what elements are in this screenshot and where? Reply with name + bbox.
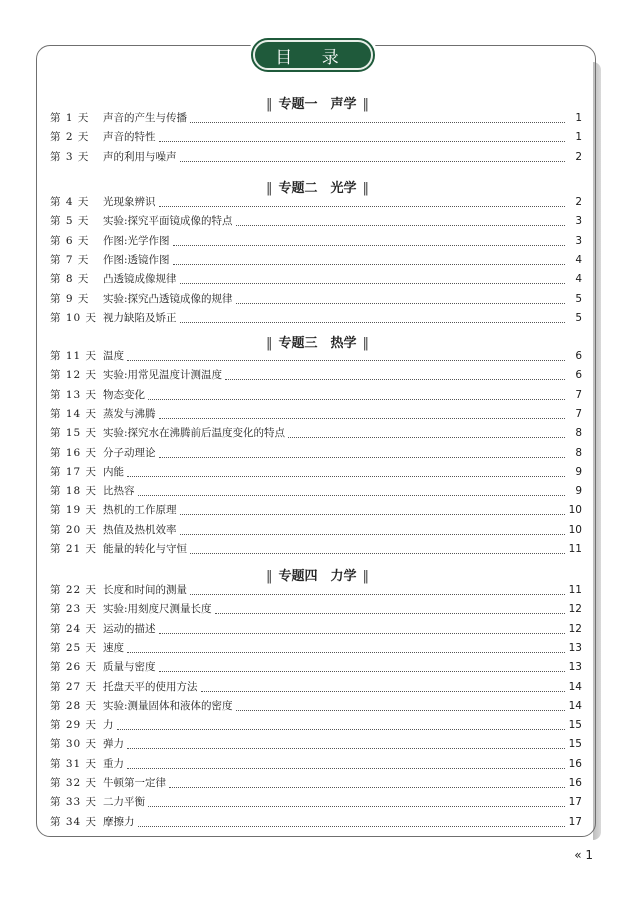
dot-leader	[173, 245, 565, 246]
toc-entry-day: 第 7 天	[50, 253, 90, 266]
toc-entry-page: 4	[575, 253, 582, 266]
toc-entry-day: 第 9 天	[50, 292, 90, 305]
toc-entry-page: 7	[575, 388, 582, 401]
dot-leader	[159, 457, 566, 458]
dot-leader	[159, 141, 566, 142]
toc-entry-title: 能量的转化与守恒	[103, 543, 187, 555]
dot-leader	[127, 652, 565, 653]
toc-entry[interactable]	[50, 270, 582, 289]
toc-entry-day: 第 32 天	[50, 777, 98, 789]
toc-entry-day: 第 23 天	[50, 603, 98, 616]
toc-entry[interactable]	[50, 444, 582, 463]
toc-entry-title: 分子动理论	[103, 446, 156, 459]
dot-leader	[148, 806, 565, 807]
toc-entry-day: 第 22 天	[50, 584, 98, 596]
toc-entry[interactable]	[50, 347, 582, 366]
dot-leader	[236, 710, 565, 711]
toc-entry-day: 第 33 天	[50, 796, 98, 809]
heading-bar-right: ‖	[362, 569, 369, 584]
toc-entry[interactable]	[50, 232, 582, 251]
toc-entry-title: 摩擦力	[103, 815, 135, 828]
toc-entry-page: 9	[575, 485, 582, 498]
dot-leader	[159, 418, 566, 419]
dot-leader	[127, 476, 565, 477]
dot-leader	[127, 360, 565, 361]
toc-entry-title: 声音的产生与传播	[103, 112, 187, 124]
toc-entry-title: 重力	[103, 757, 124, 770]
toc-entry-page: 2	[575, 150, 582, 163]
dot-leader	[180, 514, 566, 515]
toc-entry-day: 第 10 天	[50, 311, 98, 324]
toc-entry[interactable]	[50, 109, 582, 128]
toc-entry[interactable]	[50, 813, 582, 832]
toc-entry-title: 实验:用刻度尺测量长度	[103, 603, 212, 616]
toc-entry-title: 托盘天平的使用方法	[103, 680, 198, 693]
dot-leader	[159, 633, 566, 634]
heading-bar-left: ‖	[265, 336, 273, 351]
toc-entry-day: 第 15 天	[50, 427, 98, 440]
dot-leader	[288, 437, 565, 438]
dot-leader	[169, 787, 565, 788]
page-title: 目 录	[253, 40, 373, 70]
toc-entry-title: 实验:测量固体和液体的密度	[103, 699, 233, 712]
toc-entry[interactable]	[50, 697, 582, 716]
toc-entry[interactable]	[50, 793, 582, 812]
toc-entry-page: 14	[568, 699, 582, 712]
dot-leader	[159, 206, 566, 207]
toc-entry-title: 比热容	[103, 485, 135, 498]
dot-leader	[117, 729, 566, 730]
toc-entry-title: 质量与密度	[103, 661, 156, 674]
dot-leader	[190, 553, 565, 554]
toc-entry-page: 5	[575, 311, 582, 324]
toc-entry[interactable]	[50, 128, 582, 147]
dot-leader	[180, 534, 566, 535]
toc-entry[interactable]	[50, 148, 582, 167]
toc-entry-page: 9	[575, 465, 582, 478]
toc-entry-title: 内能	[103, 465, 124, 478]
dot-leader	[148, 399, 565, 400]
toc-entry-day: 第 20 天	[50, 523, 98, 536]
toc-entry[interactable]	[50, 755, 582, 774]
toc-entry-page: 13	[568, 661, 582, 674]
dot-leader	[138, 826, 566, 827]
toc-entry-day: 第 5 天	[50, 215, 90, 228]
toc-entry-day: 第 34 天	[50, 815, 98, 828]
toc-entry-day: 第 26 天	[50, 661, 98, 674]
toc-entry-day: 第 30 天	[50, 738, 98, 751]
heading-bar-right: ‖	[362, 181, 369, 196]
toc-entry-day: 第 17 天	[50, 465, 98, 478]
toc-entry-page: 10	[568, 523, 582, 536]
toc-entry-page: 10	[568, 504, 582, 517]
toc-entry-title: 声的利用与噪声	[103, 150, 177, 163]
toc-entry[interactable]	[50, 482, 582, 501]
toc-entry-title: 物态变化	[103, 388, 145, 401]
section-heading-text: 专题四 力学	[278, 569, 357, 584]
toc-entry-page: 5	[575, 292, 582, 305]
dot-leader	[236, 225, 565, 226]
toc-entry-page: 12	[568, 622, 582, 635]
toc-entry[interactable]	[50, 620, 582, 639]
title-badge	[248, 36, 378, 74]
toc-entry-day: 第 27 天	[50, 680, 98, 693]
toc-entry-title: 实验:探究水在沸腾前后温度变化的特点	[103, 427, 286, 440]
heading-bar-left: ‖	[265, 181, 273, 196]
toc-entry-page: 6	[575, 369, 582, 382]
toc-entry-page: 3	[575, 215, 582, 228]
dot-leader	[215, 613, 565, 614]
toc-entry-page: 1	[575, 131, 582, 144]
toc-entry-title: 运动的描述	[103, 622, 156, 635]
toc-entry-day: 第 6 天	[50, 234, 90, 247]
toc-entry-day: 第 16 天	[50, 446, 98, 459]
toc-entry-day: 第 18 天	[50, 485, 98, 498]
toc-entry[interactable]	[50, 639, 582, 658]
heading-bar-right: ‖	[362, 336, 369, 351]
toc-entry-day: 第 11 天	[50, 350, 98, 362]
toc-entry[interactable]	[50, 678, 582, 697]
toc-entry[interactable]	[50, 501, 582, 520]
toc-entry-day: 第 8 天	[50, 273, 90, 286]
toc-entry-page: 8	[575, 427, 582, 440]
toc-entry-title: 牛顿第一定律	[103, 777, 166, 789]
toc-entry-day: 第 1 天	[50, 112, 90, 124]
dot-leader	[127, 768, 565, 769]
toc-entry[interactable]	[50, 716, 582, 735]
toc-entry-page: 6	[575, 350, 582, 362]
toc-entry-title: 作图:透镜作图	[103, 253, 170, 266]
toc-entry-page: 11	[568, 543, 582, 555]
section-heading-text: 专题二 光学	[278, 181, 357, 196]
toc-entry-title: 蒸发与沸腾	[103, 407, 156, 420]
dot-leader	[190, 122, 565, 123]
toc-entry[interactable]	[50, 735, 582, 754]
toc-entry-page: 17	[568, 815, 582, 828]
toc-entry-title: 实验:探究凸透镜成像的规律	[103, 292, 233, 305]
heading-bar-right: ‖	[362, 97, 369, 112]
toc-entry[interactable]	[50, 366, 582, 385]
toc-entry-day: 第 31 天	[50, 757, 98, 770]
dot-leader	[180, 322, 566, 323]
toc-entry[interactable]	[50, 193, 582, 212]
toc-entry-day: 第 12 天	[50, 369, 98, 382]
toc-entry-title: 二力平衡	[103, 796, 145, 809]
heading-bar-left: ‖	[265, 97, 273, 112]
toc-entry-page: 11	[568, 584, 582, 596]
toc-entry[interactable]	[50, 212, 582, 231]
dot-leader	[201, 691, 566, 692]
page-number: « 1	[574, 848, 593, 862]
dot-leader	[190, 594, 565, 595]
dot-leader	[180, 161, 566, 162]
toc-entry[interactable]	[50, 386, 582, 405]
toc-entry-page: 3	[575, 234, 582, 247]
toc-entry-title: 实验:用常见温度计测温度	[103, 369, 223, 382]
toc-entry-title: 热值及热机效率	[103, 523, 177, 536]
toc-entry[interactable]	[50, 251, 582, 270]
toc-entry-day: 第 3 天	[50, 150, 90, 163]
toc-entry-page: 7	[575, 407, 582, 420]
toc-entry-day: 第 29 天	[50, 719, 98, 732]
toc-entry-page: 13	[568, 641, 582, 654]
toc-entry-page: 2	[575, 196, 582, 208]
dot-leader	[127, 748, 565, 749]
toc-entry[interactable]	[50, 774, 582, 793]
toc-entry-day: 第 13 天	[50, 388, 98, 401]
section-heading-text: 专题一 声学	[278, 97, 357, 112]
toc-entry-title: 长度和时间的测量	[103, 584, 187, 596]
toc-entry[interactable]	[50, 540, 582, 559]
toc-entry[interactable]	[50, 581, 582, 600]
dot-leader	[138, 495, 566, 496]
toc-entry-page: 12	[568, 603, 582, 616]
toc-entry-day: 第 21 天	[50, 543, 98, 555]
toc-entry[interactable]	[50, 290, 582, 309]
toc-entry-day: 第 19 天	[50, 504, 98, 517]
toc-entry[interactable]	[50, 309, 582, 328]
toc-entry-title: 实验:探究平面镜成像的特点	[103, 215, 233, 228]
toc-entry-day: 第 14 天	[50, 407, 98, 420]
dot-leader	[180, 283, 566, 284]
toc-entry-day: 第 25 天	[50, 641, 98, 654]
dot-leader	[225, 379, 565, 380]
toc-entry-day: 第 4 天	[50, 196, 90, 208]
toc-entry-page: 4	[575, 273, 582, 286]
dot-leader	[173, 264, 565, 265]
toc-entry-title: 作图:光学作图	[103, 234, 170, 247]
section-heading-text: 专题三 热学	[278, 336, 357, 351]
toc-entry-page: 1	[575, 112, 582, 124]
toc-entry-page: 8	[575, 446, 582, 459]
toc-entry[interactable]	[50, 424, 582, 443]
toc-entry-title: 弹力	[103, 738, 124, 751]
heading-bar-left: ‖	[265, 569, 273, 584]
toc-entry-page: 14	[568, 680, 582, 693]
toc-entry-title: 温度	[103, 350, 124, 362]
toc-entry-page: 15	[568, 719, 582, 732]
toc-entry-day: 第 24 天	[50, 622, 98, 635]
toc-entry[interactable]	[50, 521, 582, 540]
toc-entry-page: 15	[568, 738, 582, 751]
toc-entry-title: 声音的特性	[103, 131, 156, 144]
dot-leader	[159, 671, 566, 672]
toc-entry[interactable]	[50, 600, 582, 619]
dot-leader	[236, 303, 565, 304]
toc-entry[interactable]	[50, 405, 582, 424]
toc-entry-title: 凸透镜成像规律	[103, 273, 177, 286]
toc-entry-day: 第 2 天	[50, 131, 90, 144]
toc-entry-title: 热机的工作原理	[103, 504, 177, 517]
toc-entry[interactable]	[50, 463, 582, 482]
toc-entry-page: 17	[568, 796, 582, 809]
toc-entry-title: 视力缺陷及矫正	[103, 311, 177, 324]
toc-entry-title: 速度	[103, 641, 124, 654]
toc-entry-day: 第 28 天	[50, 699, 98, 712]
toc-entry-page: 16	[568, 777, 582, 789]
toc-entry[interactable]	[50, 658, 582, 677]
toc-entry-page: 16	[568, 757, 582, 770]
toc-entry-title: 力	[103, 719, 114, 732]
toc-entry-title: 光现象辨识	[103, 196, 156, 208]
